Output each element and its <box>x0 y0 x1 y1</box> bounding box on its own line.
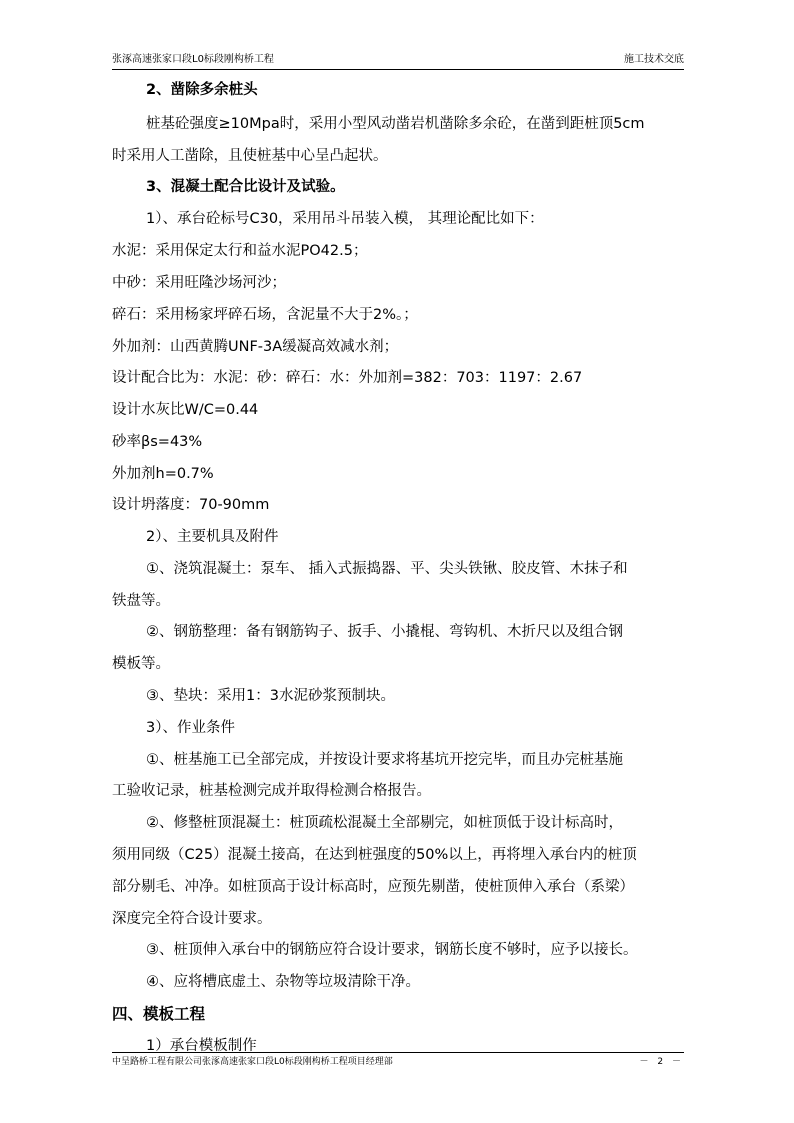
tools-item-2-line-1: ②、钢筋整理：备有钢筋钩子、扳手、小撬棍、弯钩机、木折尺以及组合钢 <box>146 624 623 640</box>
conditions-item-1-line-1: ①、桩基施工已全部完成，并按设计要求将基坑开挖完毕，而且办完桩基施 <box>146 752 623 768</box>
mix-gravel: 碎石：采用杨家坪碎石场，含泥量不大于2%。； <box>112 307 418 323</box>
footer-company: 中呈路桥工程有限公司张涿高速张家口段L0标段刚构桥工程项目经理部 <box>112 1057 393 1067</box>
footer-divider <box>112 1052 684 1053</box>
tools-item-2-line-2: 模板等。 <box>112 656 170 672</box>
conditions-item-2-line-1: ②、修整桩顶混凝土：桩顶疏松混凝土全部剔完，如桩顶低于设计标高时， <box>146 815 623 831</box>
page-number: － 2 － <box>639 1057 684 1067</box>
mix-water-cement: 设计水灰比W/C=0.44 <box>112 402 259 418</box>
mix-slump: 设计坍落度：70-90mm <box>112 497 270 513</box>
mix-cement: 水泥：采用保定太行和益水泥PO42.5； <box>112 243 368 259</box>
paragraph-chisel-line-2: 时采用人工凿除，且使桩基中心呈凸起状。 <box>112 148 388 164</box>
conditions-title: 3）、作业条件 <box>146 720 235 736</box>
tools-item-3: ③、垫块：采用1：3水泥砂浆预制块。 <box>146 688 395 704</box>
heading-concrete-mix: 3、混凝土配合比设计及试验。 <box>146 179 345 195</box>
mix-sand: 中砂：采用旺隆沙场河沙； <box>112 275 286 291</box>
conditions-item-2-line-4: 深度完全符合设计要求。 <box>112 911 272 927</box>
header-project-title: 张涿高速张家口段L0标段刚构桥工程 <box>112 54 274 65</box>
mix-admixture: 外加剂：山西黄腾UNF-3A缓凝高效减水剂； <box>112 339 399 355</box>
tools-item-1-line-1: ①、浇筑混凝土：泵车、 插入式振捣器、平、尖头铁锹、胶皮管、木抹子和 <box>146 561 628 577</box>
paragraph-chisel-line-1: 桩基砼强度≥10Mpa时，采用小型风动凿岩机凿除多余砼，在凿到距桩顶5cm <box>146 116 645 132</box>
header-document-type: 施工技术交底 <box>624 54 684 65</box>
mix-admixture-rate: 外加剂h=0.7% <box>112 466 214 482</box>
conditions-item-3: ③、桩顶伸入承台中的钢筋应符合设计要求，钢筋长度不够时，应予以接长。 <box>146 942 638 958</box>
header-divider <box>112 69 684 70</box>
heading-formwork: 四、模板工程 <box>112 1005 206 1023</box>
conditions-item-2-line-3: 部分剔毛、冲净。如桩顶高于设计标高时，应预先剔凿，使桩顶伸入承台（系梁） <box>112 879 634 895</box>
page-header <box>112 52 684 68</box>
formwork-item-1: 1）承台模板制作 <box>146 1038 257 1054</box>
tools-item-1-line-2: 铁盘等。 <box>112 593 170 609</box>
conditions-item-2-line-2: 须用同级（C25）混凝土接高，在达到桩强度的50%以上，再将埋入承台内的桩顶 <box>112 847 637 863</box>
mix-sand-rate: 砂率βs=43% <box>112 434 203 450</box>
page-footer <box>112 1054 684 1070</box>
conditions-item-1-line-2: 工验收记录，桩基检测完成并取得检测合格报告。 <box>112 783 431 799</box>
conditions-item-4: ④、应将槽底虚土、杂物等垃圾清除干净。 <box>146 974 420 990</box>
heading-chisel-piles: 2、凿除多余桩头 <box>146 82 258 98</box>
mix-intro: 1）、承台砼标号C30，采用吊斗吊装入模， 其理论配比如下： <box>146 211 544 227</box>
mix-ratio: 设计配合比为：水泥：砂：碎石：水：外加剂=382：703：1197：2.67 <box>112 370 583 386</box>
tools-title: 2）、主要机具及附件 <box>146 529 279 545</box>
